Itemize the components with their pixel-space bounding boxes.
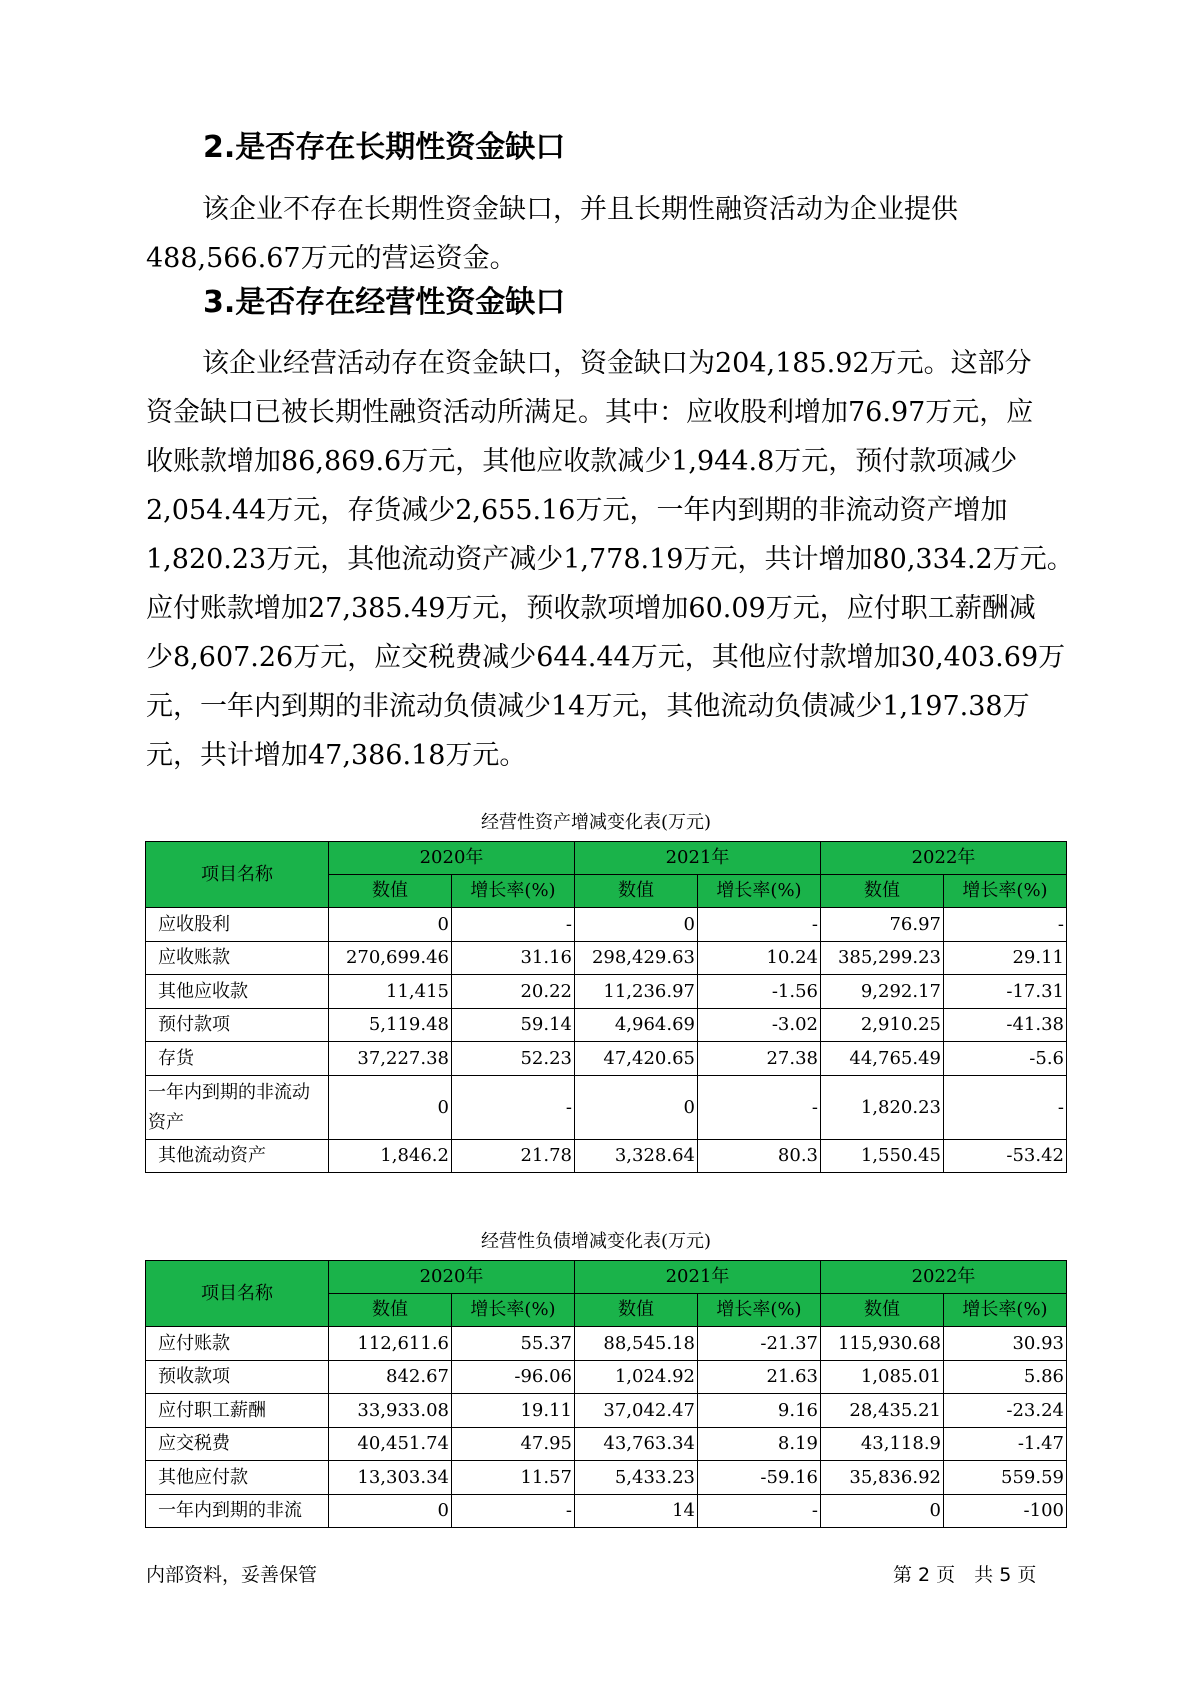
cell-value: 0 [821, 1495, 944, 1528]
cell-value: 270,699.46 [329, 942, 452, 975]
header-year: 2021年 [575, 842, 821, 875]
cell-value: 40,451.74 [329, 1428, 452, 1461]
cell-growth: 80.3 [698, 1140, 821, 1173]
table-row [146, 1076, 1067, 1140]
table-caption-operating-liabilities: 经营性负债增减变化表(万元) [480, 1231, 712, 1252]
cell-growth: - [698, 908, 821, 942]
cell-value: 37,227.38 [329, 1042, 452, 1076]
cell-growth: -17.31 [944, 975, 1067, 1009]
cell-growth: -1.56 [698, 975, 821, 1009]
table-row [146, 1327, 1067, 1361]
cell-growth: 52.23 [452, 1042, 575, 1076]
header-growth: 增长率(%) [452, 1294, 575, 1327]
row-label: 应付职工薪酬 [146, 1394, 329, 1428]
row-label: 预收款项 [146, 1361, 329, 1394]
row-label: 其他应付款 [146, 1461, 329, 1495]
cell-value: 43,118.9 [821, 1428, 944, 1461]
cell-value: 11,415 [329, 975, 452, 1009]
header-year: 2020年 [329, 1261, 575, 1294]
row-label: 一年内到期的非流 [146, 1495, 329, 1528]
cell-growth: - [944, 1076, 1067, 1140]
cell-growth: 20.22 [452, 975, 575, 1009]
cell-value: 1,820.23 [821, 1076, 944, 1140]
table-row [146, 975, 1067, 1009]
header-value: 数值 [821, 875, 944, 908]
header-year: 2020年 [329, 842, 575, 875]
header-value: 数值 [821, 1294, 944, 1327]
cell-value: 1,550.45 [821, 1140, 944, 1173]
cell-growth: 10.24 [698, 942, 821, 975]
row-label: 存货 [146, 1042, 329, 1076]
table-row [146, 942, 1067, 975]
cell-growth: -41.38 [944, 1009, 1067, 1042]
cell-growth: -5.6 [944, 1042, 1067, 1076]
cell-value: 9,292.17 [821, 975, 944, 1009]
header-year: 2022年 [821, 842, 1067, 875]
cell-value: 33,933.08 [329, 1394, 452, 1428]
header-growth: 增长率(%) [944, 1294, 1067, 1327]
cell-value: 5,433.23 [575, 1461, 698, 1495]
cell-growth: 8.19 [698, 1428, 821, 1461]
table-row [146, 1042, 1067, 1076]
cell-value: 0 [575, 908, 698, 942]
cell-growth: 11.57 [452, 1461, 575, 1495]
header-growth: 增长率(%) [452, 875, 575, 908]
cell-value: 2,910.25 [821, 1009, 944, 1042]
cell-growth: 19.11 [452, 1394, 575, 1428]
cell-growth: - [452, 908, 575, 942]
page-number: 第 2 页 共 5 页 [893, 1564, 1037, 1586]
table-caption-operating-assets: 经营性资产增减变化表(万元) [480, 812, 712, 833]
paragraph-line: 该企业经营活动存在资金缺口，资金缺口为204,185.92万元。这部分 [202, 348, 1032, 379]
cell-growth: -96.06 [452, 1361, 575, 1394]
cell-value: 76.97 [821, 908, 944, 942]
header-value: 数值 [575, 1294, 698, 1327]
row-label: 一年内到期的非流动资产 [146, 1076, 329, 1140]
header-growth: 增长率(%) [944, 875, 1067, 908]
cell-growth: 27.38 [698, 1042, 821, 1076]
cell-value: 43,763.34 [575, 1428, 698, 1461]
cell-value: 112,611.6 [329, 1327, 452, 1361]
cell-growth: - [944, 908, 1067, 942]
cell-value: 0 [329, 908, 452, 942]
cell-growth: - [698, 1076, 821, 1140]
header-growth: 增长率(%) [698, 875, 821, 908]
paragraph-line: 该企业不存在长期性资金缺口，并且长期性融资活动为企业提供 [202, 194, 958, 225]
cell-value: 44,765.49 [821, 1042, 944, 1076]
cell-value: 37,042.47 [575, 1394, 698, 1428]
section-heading-long-term-gap: 2.是否存在长期性资金缺口 [203, 130, 566, 165]
table-row [146, 908, 1067, 942]
cell-value: 11,236.97 [575, 975, 698, 1009]
table-row [146, 1495, 1067, 1528]
paragraph-long-term-gap [146, 185, 1046, 283]
cell-value: 35,836.92 [821, 1461, 944, 1495]
table-row [146, 1394, 1067, 1428]
cell-growth: -3.02 [698, 1009, 821, 1042]
cell-value: 47,420.65 [575, 1042, 698, 1076]
cell-growth: 21.63 [698, 1361, 821, 1394]
header-item-name: 项目名称 [146, 1261, 329, 1327]
row-label: 应收账款 [146, 942, 329, 975]
cell-growth: - [698, 1495, 821, 1528]
cell-growth: 55.37 [452, 1327, 575, 1361]
cell-value: 14 [575, 1495, 698, 1528]
cell-value: 0 [329, 1076, 452, 1140]
cell-growth: 59.14 [452, 1009, 575, 1042]
header-year: 2021年 [575, 1261, 821, 1294]
header-value: 数值 [329, 875, 452, 908]
paragraph-line: 少8,607.26万元，应交税费减少644.44万元，其他应付款增加30,403.69万 [146, 642, 1066, 673]
cell-value: 88,545.18 [575, 1327, 698, 1361]
cell-growth: - [452, 1495, 575, 1528]
cell-value: 1,024.92 [575, 1361, 698, 1394]
cell-value: 4,964.69 [575, 1009, 698, 1042]
row-label: 其他应收款 [146, 975, 329, 1009]
cell-growth: - [452, 1076, 575, 1140]
header-year: 2022年 [821, 1261, 1067, 1294]
cell-growth: 47.95 [452, 1428, 575, 1461]
row-label: 应收股利 [146, 908, 329, 942]
cell-growth: 30.93 [944, 1327, 1067, 1361]
paragraph-line: 应付账款增加27,385.49万元，预收款项增加60.09万元，应付职工薪酬减 [146, 593, 1036, 624]
cell-value: 842.67 [329, 1361, 452, 1394]
row-label: 应付账款 [146, 1327, 329, 1361]
table-row [146, 1009, 1067, 1042]
cell-growth: -100 [944, 1495, 1067, 1528]
cell-value: 385,299.23 [821, 942, 944, 975]
paragraph-line: 1,820.23万元，其他流动资产减少1,778.19万元，共计增加80,334.2万元。 [146, 544, 1074, 575]
cell-value: 0 [329, 1495, 452, 1528]
row-label: 其他流动资产 [146, 1140, 329, 1173]
cell-value: 3,328.64 [575, 1140, 698, 1173]
cell-value: 0 [575, 1076, 698, 1140]
cell-growth: 559.59 [944, 1461, 1067, 1495]
cell-growth: -21.37 [698, 1327, 821, 1361]
operating-assets-table [145, 841, 1067, 1173]
cell-growth: 29.11 [944, 942, 1067, 975]
section-heading-operating-gap: 3.是否存在经营性资金缺口 [203, 285, 566, 320]
paragraph-line: 2,054.44万元，存货减少2,655.16万元，一年内到期的非流动资产增加 [146, 495, 1008, 526]
cell-growth: 9.16 [698, 1394, 821, 1428]
cell-value: 13,303.34 [329, 1461, 452, 1495]
table-row [146, 1428, 1067, 1461]
row-label: 预付款项 [146, 1009, 329, 1042]
header-item-name: 项目名称 [146, 842, 329, 908]
header-value: 数值 [575, 875, 698, 908]
paragraph-line: 元，共计增加47,386.18万元。 [146, 740, 527, 771]
cell-growth: 5.86 [944, 1361, 1067, 1394]
paragraph-line: 资金缺口已被长期性融资活动所满足。其中：应收股利增加76.97万元，应 [146, 397, 1034, 428]
operating-liabilities-table [145, 1260, 1067, 1528]
cell-value: 298,429.63 [575, 942, 698, 975]
cell-value: 115,930.68 [821, 1327, 944, 1361]
cell-value: 28,435.21 [821, 1394, 944, 1428]
cell-growth: -23.24 [944, 1394, 1067, 1428]
header-value: 数值 [329, 1294, 452, 1327]
header-growth: 增长率(%) [698, 1294, 821, 1327]
paragraph-line: 元，一年内到期的非流动负债减少14万元，其他流动负债减少1,197.38万 [146, 691, 1030, 722]
cell-growth: -59.16 [698, 1461, 821, 1495]
cell-value: 1,085.01 [821, 1361, 944, 1394]
row-label: 应交税费 [146, 1428, 329, 1461]
table-row [146, 1461, 1067, 1495]
cell-growth: -1.47 [944, 1428, 1067, 1461]
paragraph-line: 收账款增加86,869.6万元，其他应收款减少1,944.8万元，预付款项减少 [146, 446, 1018, 477]
footer-note: 内部资料，妥善保管 [146, 1564, 318, 1586]
cell-value: 1,846.2 [329, 1140, 452, 1173]
table-row [146, 1140, 1067, 1173]
cell-growth: -53.42 [944, 1140, 1067, 1173]
table-row [146, 1361, 1067, 1394]
cell-growth: 21.78 [452, 1140, 575, 1173]
paragraph-operating-gap [146, 339, 1074, 780]
cell-value: 5,119.48 [329, 1009, 452, 1042]
paragraph-line: 488,566.67万元的营运资金。 [146, 243, 517, 274]
cell-growth: 31.16 [452, 942, 575, 975]
